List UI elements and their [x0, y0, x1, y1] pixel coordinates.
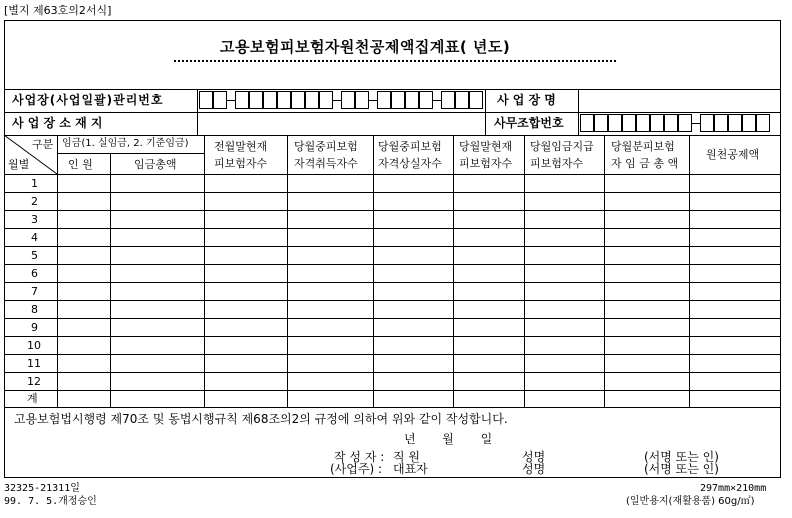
biz-address-label: 사 업 장 소 재 지: [12, 116, 103, 130]
name-label-rep: 성명: [522, 462, 546, 476]
col-lost-line1: 당월중피보험: [378, 140, 442, 153]
col-wage-total-line2: 자 임 금 총 액: [611, 157, 679, 170]
writer-label: 작 성 자 :: [334, 450, 385, 464]
col-headcount: 인 원: [68, 158, 93, 171]
col-paid-line2: 피보험자수: [530, 157, 584, 170]
row-label: 5: [31, 249, 38, 262]
col-month-end-line1: 당월말현재: [459, 140, 513, 153]
form-number: [별지 제63호의2서식]: [4, 4, 112, 17]
paper-type: (일반용지(재활용품) 60g/㎡): [626, 496, 755, 507]
col-month-end-line2: 피보험자수: [459, 157, 513, 170]
biz-name-label: 사 업 장 명: [497, 93, 556, 107]
row-label: 10: [27, 339, 41, 352]
row-label: 12: [27, 375, 41, 388]
wage-group-header: 임금(1. 실임금, 2. 기준임금): [62, 138, 189, 149]
row-label-total: 계: [27, 392, 38, 405]
row-label: 6: [31, 267, 38, 280]
col-paid-line1: 당월임금지급: [530, 140, 594, 153]
signature-rep: (서명 또는 인): [644, 462, 719, 476]
page-title: 고용보험피보험자원천공제액집계표( 년도): [220, 38, 511, 56]
col-prev-month-line2: 피보험자수: [214, 157, 268, 170]
col-acquired-line2: 자격취득자수: [294, 157, 358, 170]
corner-bottom-label: 월별: [8, 158, 30, 171]
col-lost-line2: 자격상실자수: [378, 157, 442, 170]
signature-staff: (서명 또는 인): [644, 450, 719, 464]
col-prev-month-line1: 전월말현재: [214, 140, 268, 153]
col-acquired-line1: 당월중피보험: [294, 140, 358, 153]
col-wage-total-line1: 당월분피보험: [611, 140, 675, 153]
paper-size: 297mm×210mm: [700, 483, 767, 494]
rep-label: 대표자: [393, 462, 428, 476]
office-number-label: 사무조합번호: [494, 116, 564, 130]
row-label: 11: [27, 357, 41, 370]
row-label: 2: [31, 195, 38, 208]
name-label-staff: 성명: [522, 450, 546, 464]
row-label: 1: [31, 177, 38, 190]
row-label: 9: [31, 321, 38, 334]
row-label: 3: [31, 213, 38, 226]
col-withholding: 원천공제액: [706, 148, 760, 161]
row-label: 4: [31, 231, 38, 244]
row-label: 8: [31, 303, 38, 316]
form-code: 32325-21311일: [4, 483, 80, 494]
row-label: 7: [31, 285, 38, 298]
date-line: 년 월 일: [404, 432, 493, 446]
statement-text: 고용보험법시행령 제70조 및 동법시행규칙 제68조의2의 규정에 의하여 위와 같이 작성합니다.: [14, 412, 508, 426]
staff-label: 직 원: [393, 450, 420, 464]
approval-date: 99. 7. 5.개정승인: [4, 496, 97, 507]
employer-label: (사업주) :: [330, 462, 382, 476]
col-total-wage: 임금총액: [134, 158, 177, 171]
corner-top-label: 구분: [32, 138, 54, 151]
biz-reg-label: 사업장(사업일괄)관리번호: [12, 93, 164, 107]
